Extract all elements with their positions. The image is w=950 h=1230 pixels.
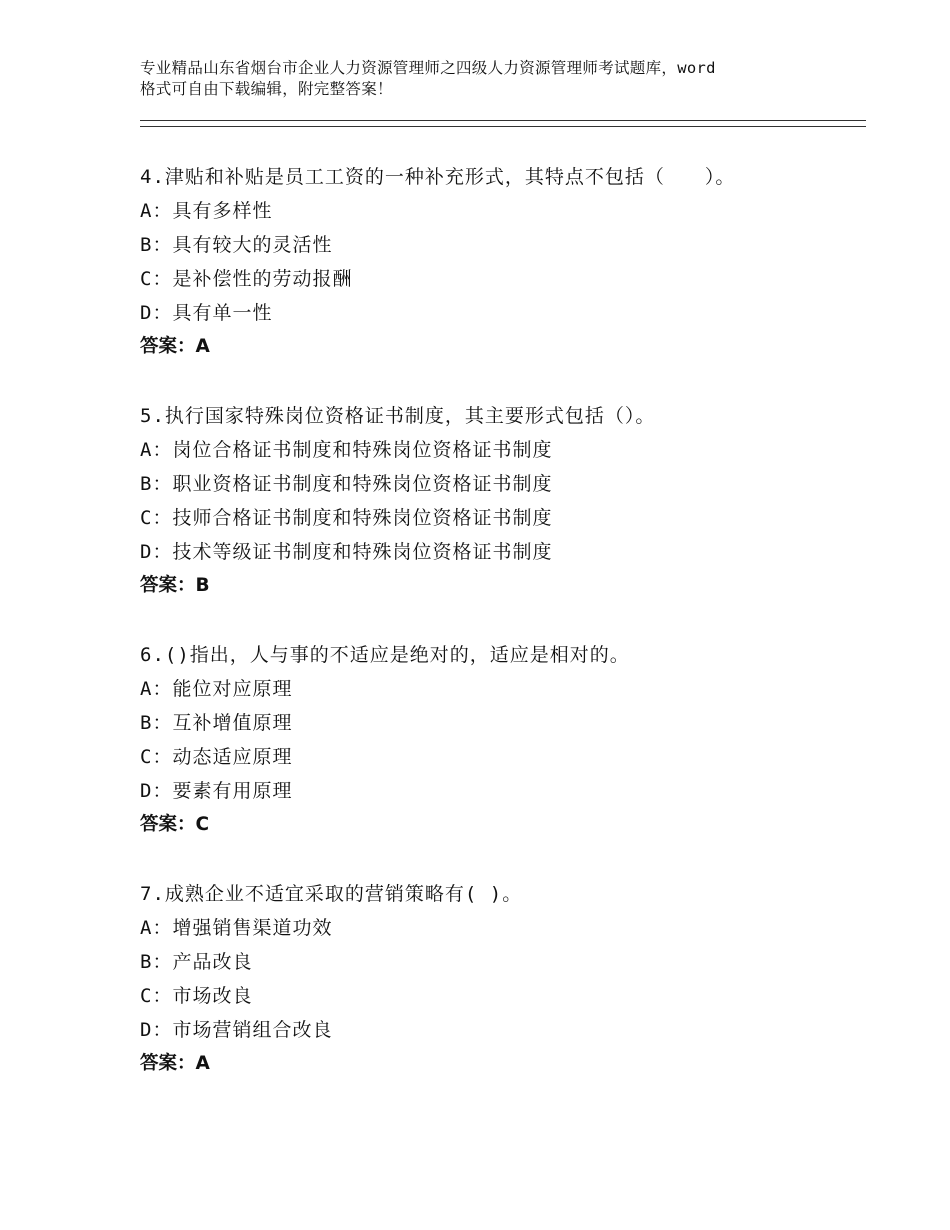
- question-7: [140, 877, 860, 1081]
- option-a: A：具有多样性: [140, 200, 273, 222]
- question-text: 6.()指出，人与事的不适应是绝对的，适应是相对的。: [140, 644, 630, 666]
- option-d: D：具有单一性: [140, 302, 273, 324]
- answer-label: 答案：B: [140, 575, 210, 596]
- option-d: D：市场营销组合改良: [140, 1019, 333, 1041]
- option-b: B：产品改良: [140, 951, 253, 973]
- question-4: [140, 160, 860, 364]
- question-text: 4.津贴和补贴是员工工资的一种补充形式，其特点不包括（ ）。: [140, 166, 736, 188]
- header-divider: [140, 120, 866, 127]
- option-c: C：技师合格证书制度和特殊岗位资格证书制度: [140, 507, 553, 529]
- option-a: A：岗位合格证书制度和特殊岗位资格证书制度: [140, 439, 553, 461]
- option-b: B：互补增值原理: [140, 712, 293, 734]
- document-header: [140, 58, 840, 100]
- answer-label: 答案：A: [140, 1053, 210, 1074]
- question-5: [140, 399, 860, 603]
- answer-label: 答案：C: [140, 814, 210, 835]
- option-a: A：能位对应原理: [140, 678, 293, 700]
- option-b: B：职业资格证书制度和特殊岗位资格证书制度: [140, 473, 553, 495]
- question-6: [140, 638, 860, 842]
- option-b: B：具有较大的灵活性: [140, 234, 333, 256]
- option-d: D：技术等级证书制度和特殊岗位资格证书制度: [140, 541, 553, 563]
- option-c: C：市场改良: [140, 985, 253, 1007]
- option-d: D：要素有用原理: [140, 780, 293, 802]
- question-text: 5.执行国家特殊岗位资格证书制度，其主要形式包括（）。: [140, 405, 656, 427]
- question-text: 7.成熟企业不适宜采取的营销策略有( )。: [140, 883, 523, 905]
- option-c: C：动态适应原理: [140, 746, 293, 768]
- answer-label: 答案：A: [140, 336, 210, 357]
- option-c: C：是补偿性的劳动报酬: [140, 268, 353, 290]
- header-line-1: 专业精品山东省烟台市企业人力资源管理师之四级人力资源管理师考试题库，word: [140, 59, 716, 77]
- header-line-2: 格式可自由下载编辑，附完整答案！: [140, 80, 393, 98]
- option-a: A：增强销售渠道功效: [140, 917, 333, 939]
